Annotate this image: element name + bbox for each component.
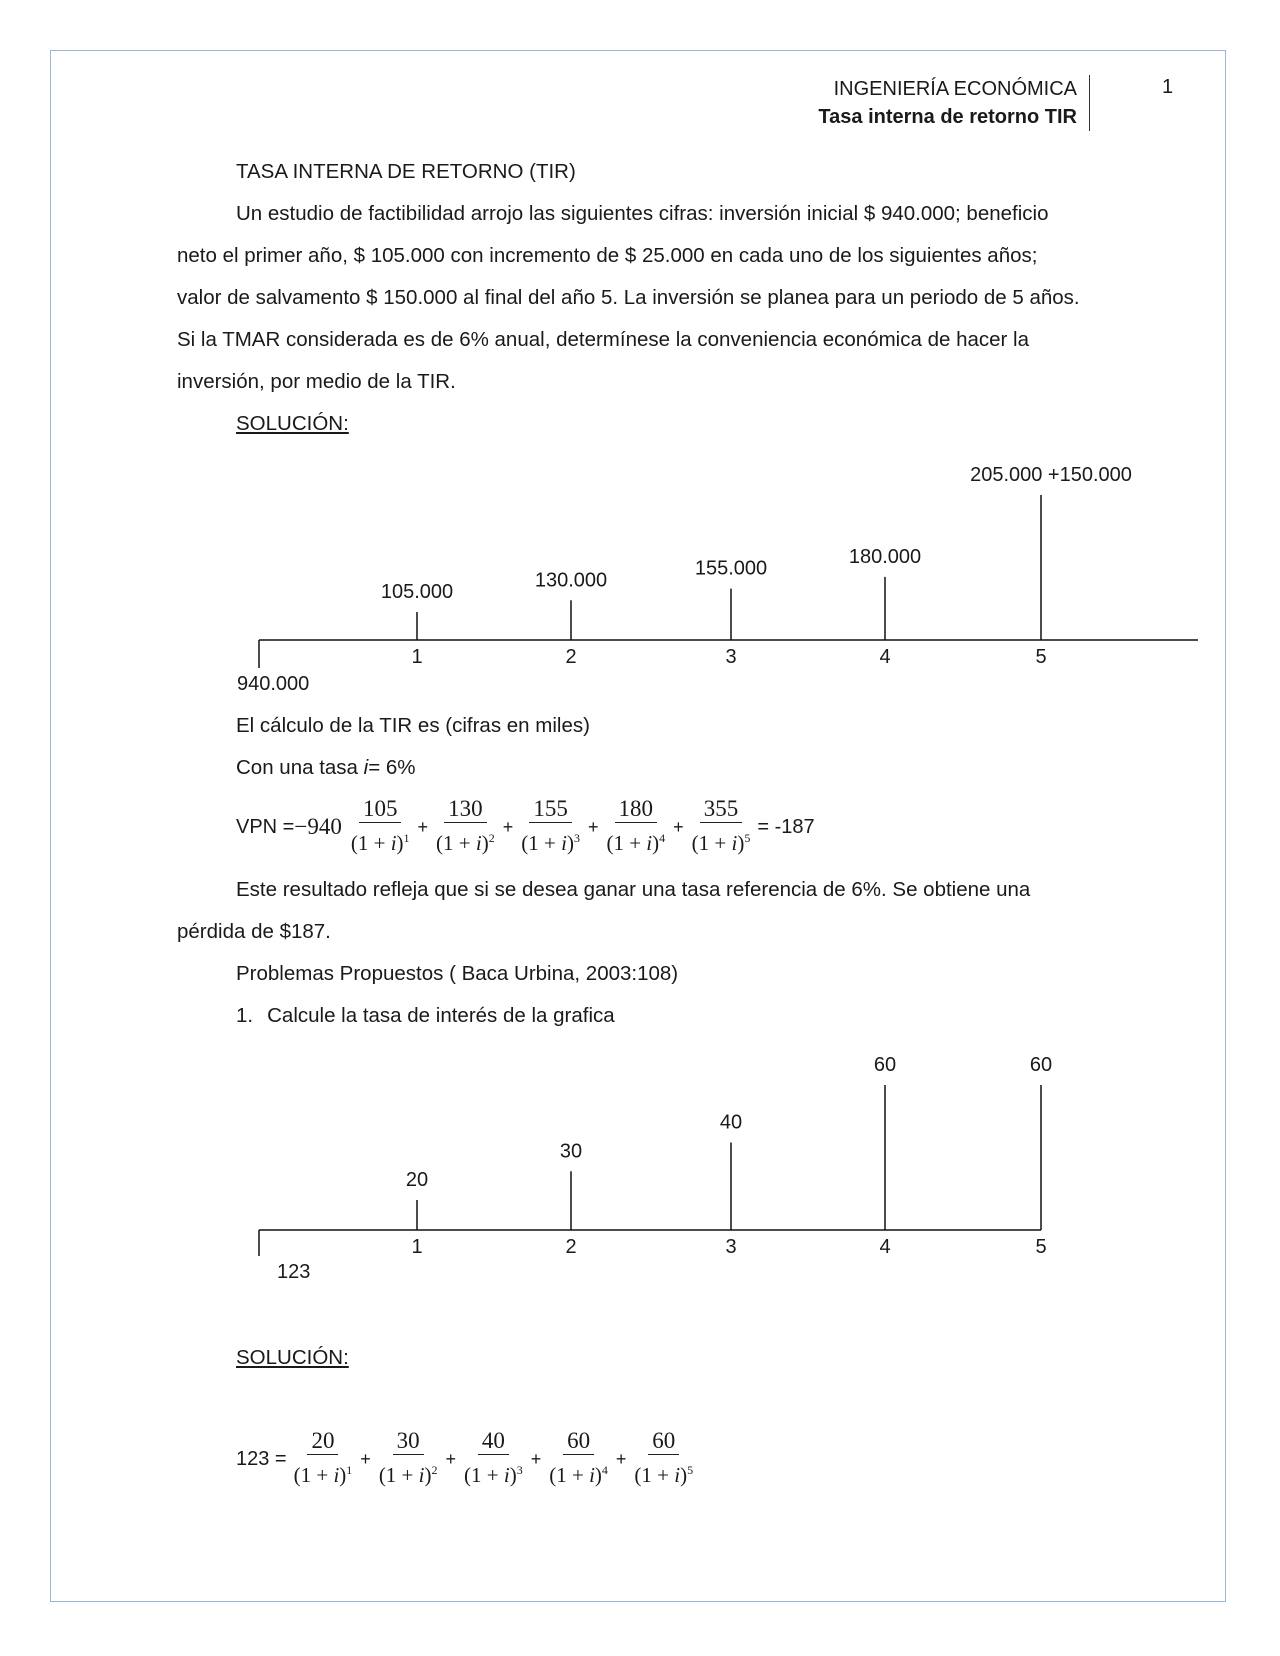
den-exponent: 5 (744, 831, 751, 845)
den-var: i (646, 831, 653, 855)
den-var: i (333, 1463, 340, 1487)
den-close: ) (509, 1463, 517, 1487)
eq2-denominator (375, 1455, 442, 1490)
eq2-numerator: 30 (393, 1428, 424, 1455)
den-exponent: 1 (403, 831, 410, 845)
rate-var: i (363, 756, 369, 779)
den-base: (1 + (634, 1463, 675, 1487)
den-close: ) (566, 831, 574, 855)
den-exponent: 4 (601, 1463, 608, 1477)
period-tick-label: 1 (411, 646, 423, 668)
vpn-numerator: 155 (529, 796, 572, 823)
rate-prefix: Con una tasa (236, 756, 364, 779)
problem-line-1: Un estudio de factibilidad arrojo las siguientes cifras: inversión inicial $ 940.000; beneficio (236, 202, 1049, 225)
eq2-plus-4: + (615, 1448, 627, 1469)
item-number: 1. (236, 1004, 254, 1027)
header-course: INGENIERÍA ECONÓMICA (833, 78, 1077, 100)
vpn-plus-3: + (587, 816, 599, 837)
problem-line-5: inversión, por medio de la TIR. (177, 370, 456, 393)
eq2-plus-2: + (445, 1448, 457, 1469)
outflow-label: 123 (277, 1261, 311, 1283)
page-number: 1 (1162, 76, 1174, 98)
eq2-plus-1: + (360, 1448, 371, 1469)
period-tick-label: 5 (1035, 646, 1047, 668)
inflow-label: 60 (873, 1054, 897, 1076)
den-base: (1 + (521, 831, 562, 855)
den-base: (1 + (549, 1463, 590, 1487)
eq-label: 123 = (236, 1447, 287, 1470)
eq2-numerator: 60 (563, 1428, 594, 1455)
den-close: ) (737, 831, 745, 855)
den-var: i (418, 1463, 425, 1487)
den-var: i (475, 831, 482, 855)
rate-equation (236, 1428, 700, 1490)
vpn-initial: −940 (294, 814, 342, 839)
den-var: i (503, 1463, 510, 1487)
vpn-numerator: 130 (444, 796, 487, 823)
outflow-label: 940.000 (237, 673, 310, 695)
vpn-numerator: 355 (700, 796, 743, 823)
den-base: (1 + (350, 831, 391, 855)
vpn-result: = -187 (757, 815, 815, 838)
eq2-fraction (630, 1428, 697, 1490)
den-exponent: 3 (573, 831, 580, 845)
rate-suffix: = 6% (368, 756, 416, 779)
vpn-plus-1: + (417, 816, 429, 837)
problem-line-3: valor de salvamento $ 150.000 al final del año 5. La inversión se planea para un periodo de 5 años. (177, 286, 1080, 309)
inflow-label: 130.000 (534, 569, 608, 592)
den-base: (1 + (378, 1463, 419, 1487)
den-close: ) (680, 1463, 688, 1487)
solution-label-1: SOLUCIÓN: (236, 412, 349, 435)
problem-line-4: Si la TMAR considerada es de 6% anual, determínese la conveniencia económica de hacer la (177, 328, 1030, 351)
den-var: i (731, 831, 738, 855)
den-close: ) (339, 1463, 347, 1487)
period-tick-label: 1 (411, 1236, 423, 1258)
den-base: (1 + (691, 831, 732, 855)
den-exponent: 5 (687, 1463, 694, 1477)
den-base: (1 + (293, 1463, 334, 1487)
den-close: ) (652, 831, 660, 855)
den-base: (1 + (606, 831, 647, 855)
period-tick-label: 4 (879, 646, 891, 668)
den-var: i (561, 831, 567, 855)
inflow-label: 155.000 (694, 557, 768, 580)
period-tick-label: 3 (725, 646, 737, 668)
problem-line-2: neto el primer año, $ 105.000 con incremento de $ 25.000 en cada uno de los siguientes años; (177, 244, 1038, 267)
eq2-fraction (290, 1428, 357, 1490)
den-close: ) (424, 1463, 432, 1487)
eq2-plus-3: + (530, 1448, 542, 1469)
period-tick-label: 2 (565, 1236, 577, 1258)
den-base: (1 + (464, 1463, 504, 1487)
vpn-numerator: 105 (359, 796, 402, 823)
den-exponent: 4 (659, 831, 666, 845)
den-var: i (674, 1463, 681, 1487)
inflow-label: 30 (559, 1140, 583, 1163)
inflow-label: 40 (719, 1111, 743, 1134)
den-close: ) (396, 831, 404, 855)
eq2-fraction (375, 1428, 442, 1490)
den-close: ) (481, 831, 489, 855)
den-var: i (390, 831, 397, 855)
period-tick-label: 5 (1035, 1236, 1047, 1258)
inflow-label: 180.000 (848, 545, 922, 568)
inflow-label: 60 (1029, 1054, 1053, 1076)
eq2-fraction (460, 1428, 527, 1490)
proposed-title: Problemas Propuestos ( Baca Urbina, 2003:108) (236, 962, 679, 985)
calc-intro: El cálculo de la TIR es (cifras en miles) (236, 714, 590, 737)
den-close: ) (594, 1463, 602, 1487)
den-exponent: 2 (488, 831, 495, 845)
eq2-denominator (630, 1455, 697, 1490)
solution-label-2: SOLUCIÓN: (236, 1346, 349, 1369)
eq2-fraction (545, 1428, 612, 1490)
inflow-label: 205.000 +150.000 (970, 464, 1132, 486)
result-line-1: Este resultado refleja que si se desea ganar una tasa referencia de 6%. Se obtiene una (236, 878, 1031, 901)
period-tick-label: 3 (725, 1236, 737, 1258)
eq2-numerator: 20 (307, 1428, 338, 1455)
item-text: Calcule la tasa de interés de la grafica (267, 1004, 615, 1027)
vpn-plus-2: + (502, 816, 514, 837)
den-exponent: 3 (516, 1463, 523, 1477)
eq2-denominator (290, 1455, 357, 1490)
result-line-2: pérdida de $187. (177, 920, 331, 943)
eq2-numerator: 60 (648, 1428, 679, 1455)
eq2-numerator: 40 (478, 1428, 509, 1455)
eq2-denominator (460, 1455, 527, 1490)
vpn-numerator: 180 (615, 796, 658, 823)
problem-title: TASA INTERNA DE RETORNO (TIR) (236, 160, 576, 183)
vpn-label: VPN = (236, 815, 295, 838)
inflow-label: 20 (405, 1169, 429, 1191)
vpn-plus-4: + (673, 816, 684, 837)
period-tick-label: 2 (565, 646, 577, 668)
den-var: i (589, 1463, 595, 1487)
eq2-denominator (545, 1455, 612, 1490)
inflow-label: 105.000 (380, 581, 454, 603)
den-base: (1 + (436, 831, 476, 855)
period-tick-label: 4 (879, 1236, 891, 1258)
header-subtitle: Tasa interna de retorno TIR (818, 106, 1077, 128)
den-exponent: 1 (346, 1463, 353, 1477)
den-exponent: 2 (431, 1463, 438, 1477)
